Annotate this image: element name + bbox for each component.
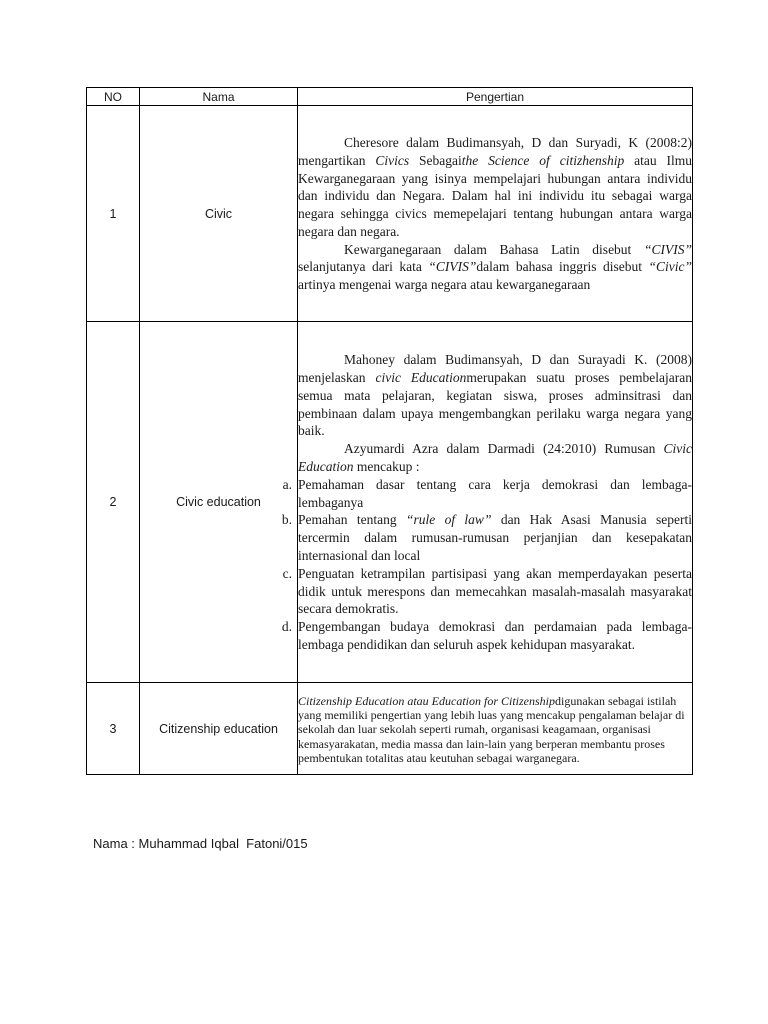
italic-term: Citizenship Education atau Education for Citizenship <box>298 693 555 708</box>
row-definition <box>281 322 693 683</box>
text-run: artinya mengenai warga negara atau kewarganegaraan <box>298 277 591 293</box>
italic-term: “CIVIS” <box>428 259 477 275</box>
list-item-text <box>298 618 692 654</box>
text-run: selanjutanya dari kata <box>298 259 429 275</box>
definition-paragraph <box>298 241 692 294</box>
text-run: Pengembangan budaya demokrasi dan perdamaian pada lembaga-lembaga pendidikan dan seluruh aspek kehidupan masyarakat. <box>298 619 692 652</box>
table-header-row <box>87 88 693 106</box>
header-no: NO <box>87 88 140 106</box>
table-row <box>87 106 693 322</box>
list-marker: b. <box>281 512 292 528</box>
author-name: Nama : Muhammad Iqbal Fatoni/015 <box>93 836 308 851</box>
list-marker: d. <box>281 619 292 635</box>
row-number: 3 <box>87 683 140 775</box>
text-run: Mahoney dalam Budimansyah, D dan Surayadi K. (2008) menjelaskan <box>298 352 692 386</box>
list-marker: c. <box>282 565 292 581</box>
text-run: Penguatan ketrampilan partisipasi yang akan memperdayakan peserta didik untuk merespons dan memecahkan masalah-masalah masyarakat secara demokratis. <box>298 565 692 617</box>
definition-paragraph <box>298 134 692 241</box>
table-row <box>87 322 693 683</box>
list-item <box>281 618 692 654</box>
definition-paragraph <box>298 440 692 476</box>
text-run: Cheresore dalam Budimansyah, D dan Suryadi, K (2008:2) mengartikan <box>298 134 692 168</box>
row-number: 1 <box>87 106 140 322</box>
italic-term: Civic Education <box>298 441 692 474</box>
list-item-text <box>298 565 692 618</box>
definition-paragraph <box>298 694 692 765</box>
text-run: merupakan suatu proses pembelajaran semua mata pelajaran, kegiatan siswa, proses adminsitrasi dan pembinaan dalam upaya mengembangkan perilaku warga negara yang baik. <box>298 370 693 439</box>
list-item <box>282 565 692 618</box>
text-run: dalam bahasa inggris disebut <box>476 259 649 275</box>
italic-term: “CIVIS” <box>643 241 692 257</box>
list-item-text <box>298 476 692 512</box>
list-item <box>282 476 692 512</box>
text-run: atau Ilmu Kewarganegaraan yang isinya mempelajari hubungan antara individu dan individu dan Negara. Dalam hal ini individu itu sebagai warga negara sehingga civics memepelajari tentang hubungan antara warga negara dan negara. <box>298 152 692 239</box>
text-run: Kewarganegaraan dalam Bahasa Latin disebut <box>344 241 644 257</box>
row-name: Citizenship education <box>140 683 298 775</box>
definition-table <box>86 87 693 775</box>
row-name: Civic <box>140 106 298 322</box>
row-definition <box>298 683 693 775</box>
italic-term: “Civic” <box>648 259 693 275</box>
text-run: Pemahan tentang <box>298 512 406 528</box>
row-name: Civic education <box>140 322 298 683</box>
list-marker: a. <box>282 476 292 492</box>
definition-paragraph <box>298 351 692 440</box>
header-nama: Nama <box>140 88 298 106</box>
text-run: dan Hak Asasi Manusia seperti tercermin dalam rumusan-rumusan perjanjian dan kesepakatan internasional dan local <box>298 512 692 563</box>
header-pengertian: Pengertian <box>298 88 693 106</box>
row-number: 2 <box>87 322 140 683</box>
italic-term: “rule of law” <box>405 512 492 528</box>
list-item <box>281 511 692 564</box>
text-run: digunakan sebagai istilah yang memiliki pengertian yang lebih luas yang mencakup pengalaman belajar di sekolah dan luar sekolah seperti rumah, organisasi keagamaan, organisasi kemasyarakatan, media massa dan lain-lain yang berperan membantu proses pembentukan totalitas atau keutuhan sebagai warganegara. <box>298 693 685 765</box>
text-run: mencakup : <box>353 459 420 474</box>
list-item-text <box>298 511 692 564</box>
text-run: Pemahaman dasar tentang cara kerja demokrasi dan lembaga-lembaganya <box>298 476 692 510</box>
row-definition <box>298 106 693 322</box>
italic-term: the Science of citizhenship <box>461 152 625 168</box>
table-row <box>87 683 693 775</box>
text-run: Azyumardi Azra dalam Darmadi (24:2010) Rumusan <box>344 441 664 457</box>
italic-term: civic Education <box>375 370 467 386</box>
italic-term: Civics <box>375 152 410 168</box>
text-run: Sebagai <box>409 152 462 168</box>
